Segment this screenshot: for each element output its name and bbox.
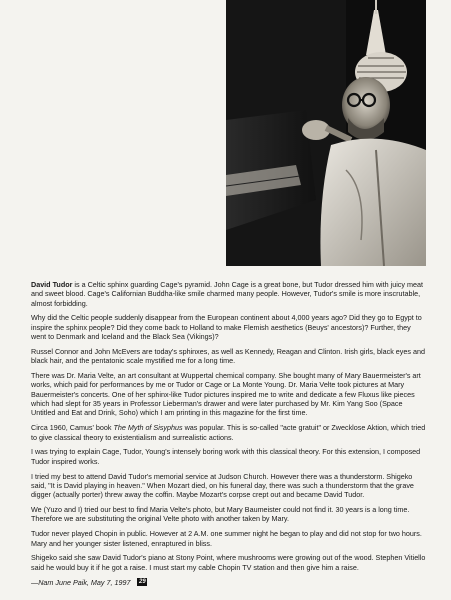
paragraph-9: Tudor never played Chopin in public. However at 2 A.M. one summer night he began to play and did not stop for two hours. Mary and her younger sister listened, enraptured in bliss.: [31, 529, 422, 548]
paragraph-6: I was trying to explain Cage, Tudor, Young's intensely boring work with this classical theory. For this extension, I composed Tudor inspired works.: [31, 447, 421, 466]
paragraph-10: Shigeko said she saw David Tudor's piano at Stony Point, where mushrooms were growing out of the wood. Stephen Vitiello said he would buy it if he got a raise. I must start my cable Chopin TV station and then give him a raise.: [31, 553, 426, 572]
page-number: 29: [138, 579, 146, 586]
article-body: [31, 280, 426, 587]
paragraph-5-pre: Circa 1960, Camus' book: [31, 423, 114, 433]
paragraph-5-post: was popular. This is so-called "acte gratuit" or Zwecklose Aktion, which tried to give classical theory to existentialism and surrealistic actions.: [31, 423, 426, 442]
paragraph-1-text: is a Celtic sphinx guarding Cage's pyramid. John Cage is a great bone, but Tudor dressed him with juicy meat and sweet blood. Cage's Californian Buddha-like smile charmed many people. However, Tudor's smile is more inscrutable, almost forbidding.: [31, 280, 423, 308]
paragraph-3: Russel Connor and John McEvers are today's sphinxes, as well as Kennedy, Reagan and Clinton. Irish girls, black eyes and black hair, and the pentatonic scale mystified me for a long time.: [31, 346, 425, 366]
paragraph-1: [31, 280, 426, 308]
paragraph-5: [31, 423, 426, 442]
paragraph-7: I tried my best to attend David Tudor's memorial service at Judson Church. However there was a thunderstorm. Shigeko said, "It is David playing in heaven." When Mozart died, on his funeral day, there was such a thunderstorm that the grave digger (actually porter) threw away the coffin. Maybe Mozart's corpse crept out and became David Tudor.: [31, 471, 414, 500]
book-title: The Myth of Sisyphus: [113, 423, 183, 433]
tudor-photo: [226, 0, 426, 266]
signature-line: [31, 578, 426, 587]
lead-name: David Tudor: [31, 280, 73, 289]
paragraph-8: We (Yuzo and I) tried our best to find Maria Velte's photo, but Mary Baumeister could not find it. 30 years is a long time. Therefore we are substituting the original Velte photo with another taken by Mary.: [31, 505, 410, 524]
paragraph-4: There was Dr. Maria Velte, an art consultant at Wuppertal chemical company. She bought many of Mary Bauermeister's art works, which paid for performances by me or Tudor or Cage or La Monte Young. Dr. Maria Velte took pictures at Mary Bauermeister's concerts. One of her sphinx-like Tudor pictures inspired me to write and dedicate a few Fluxus like pieces which had slept for 35 years in Professor Lieberman's drawer and were later purchased by Mr. Kim Yang Soo (Space Untitled and Eat and Drink, Soho) which I am printing in this magazine for the first time.: [31, 371, 421, 418]
paragraph-2: Why did the Celtic people suddenly disappear from the European continent about 4,000 years ago? Did they go to Egypt to inspire the sphinx people? Did they come back to Holland to make Flemish aesthetics (Beuys' ancestors)? Further, they went to Denmark and Iceland and the Black Sea (Vikings)?: [31, 313, 422, 342]
author-signature: —Nam June Paik, May 7, 1997: [31, 577, 131, 587]
